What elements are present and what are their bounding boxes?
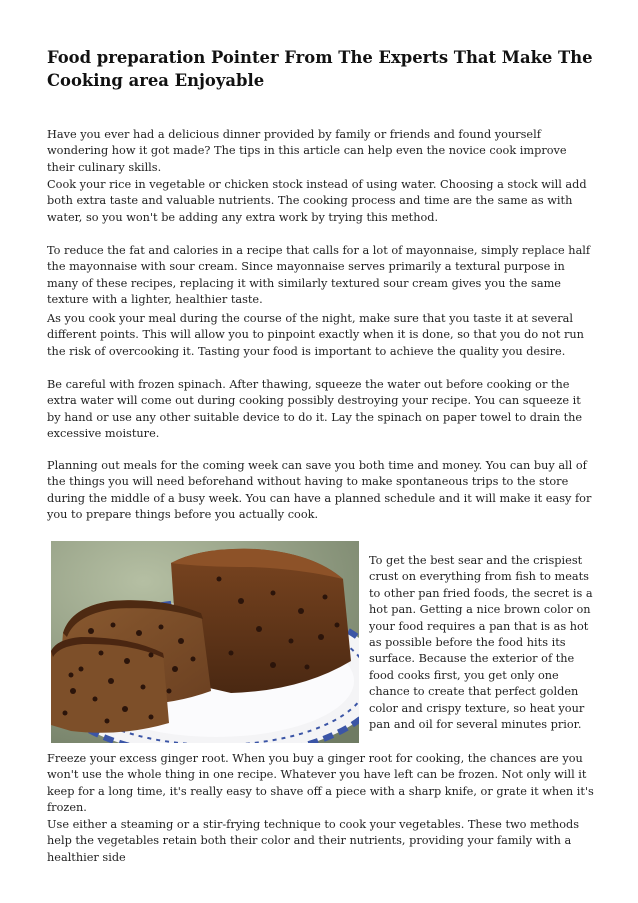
paragraph-spinach: Be careful with frozen spinach. After thawing, squeeze the water out before cooking or the extra water will come out during cooking possibly destroying your recipe. You can squeeze it by hand or use any other suitable device to do it. Lay the spinach on paper towel to drain the excessive moisture. bbox=[47, 378, 583, 441]
side-paragraph-hot-pan: To get the best sear and the crispiest crust on everything from fish to meats to other pan fried foods, the secret is a hot pan. Getting a nice brown color on your food requires a pan that is as hot as possible before the food hits its surface. Because the exterior of the food cooks first, you get only one chance to create that perfect golden color and crispy texture, so heat your pan and oil for several minutes prior. bbox=[369, 554, 593, 732]
paragraph-ginger: Freeze your excess ginger root. When you buy a ginger root for cooking, the chances are you won't use the whole thing in one recipe. Whatever you have left can be frozen. Not only will it keep for a long time, it's really easy to shave off a piece with a sharp knife, or grate it when it's frozen. bbox=[47, 752, 594, 815]
article-title: Food preparation Pointer From The Experts That Make The Cooking area Enjoyable bbox=[47, 48, 593, 90]
paragraph-vegetables: Use either a steaming or a stir-frying technique to cook your vegetables. These two methods help the vegetables retain both their color and their nutrients, providing your family with a healthier side bbox=[47, 818, 580, 864]
fruit-cake-photo bbox=[51, 541, 359, 743]
paragraph-mayonnaise: To reduce the fat and calories in a recipe that calls for a lot of mayonnaise, simply replace half the mayonnaise with sour cream. Since mayonnaise serves primarily a textural purpose in many of these recipes, replacing it with similarly textured sour cream gives you the same texture with a lighter, healthier taste. bbox=[47, 244, 591, 307]
paragraph-rice: Cook your rice in vegetable or chicken stock instead of using water. Choosing a stock will add both extra taste and valuable nutrients. The cooking process and time are the same as with water, so you won't be adding any extra work by trying this method. bbox=[47, 178, 587, 224]
paragraph-meal-planning: Planning out meals for the coming week can save you both time and money. You can buy all of the things you will need beforehand without having to make spontaneous trips to the store during the middle of a busy week. You can have a planned schedule and it will make it easy for you to prepare things before you actually cook. bbox=[47, 459, 592, 522]
paragraph-tasting: As you cook your meal during the course of the night, make sure that you taste it at several different points. This will allow you to pinpoint exactly when it is done, so that you do not run the risk of overcooking it. Tasting your food is important to achieve the quality you desire. bbox=[47, 312, 584, 358]
paragraph-dinner: Have you ever had a delicious dinner provided by family or friends and found yourself wondering how it got made? The tips in this article can help even the novice cook improve their culinary skills. bbox=[47, 128, 567, 174]
